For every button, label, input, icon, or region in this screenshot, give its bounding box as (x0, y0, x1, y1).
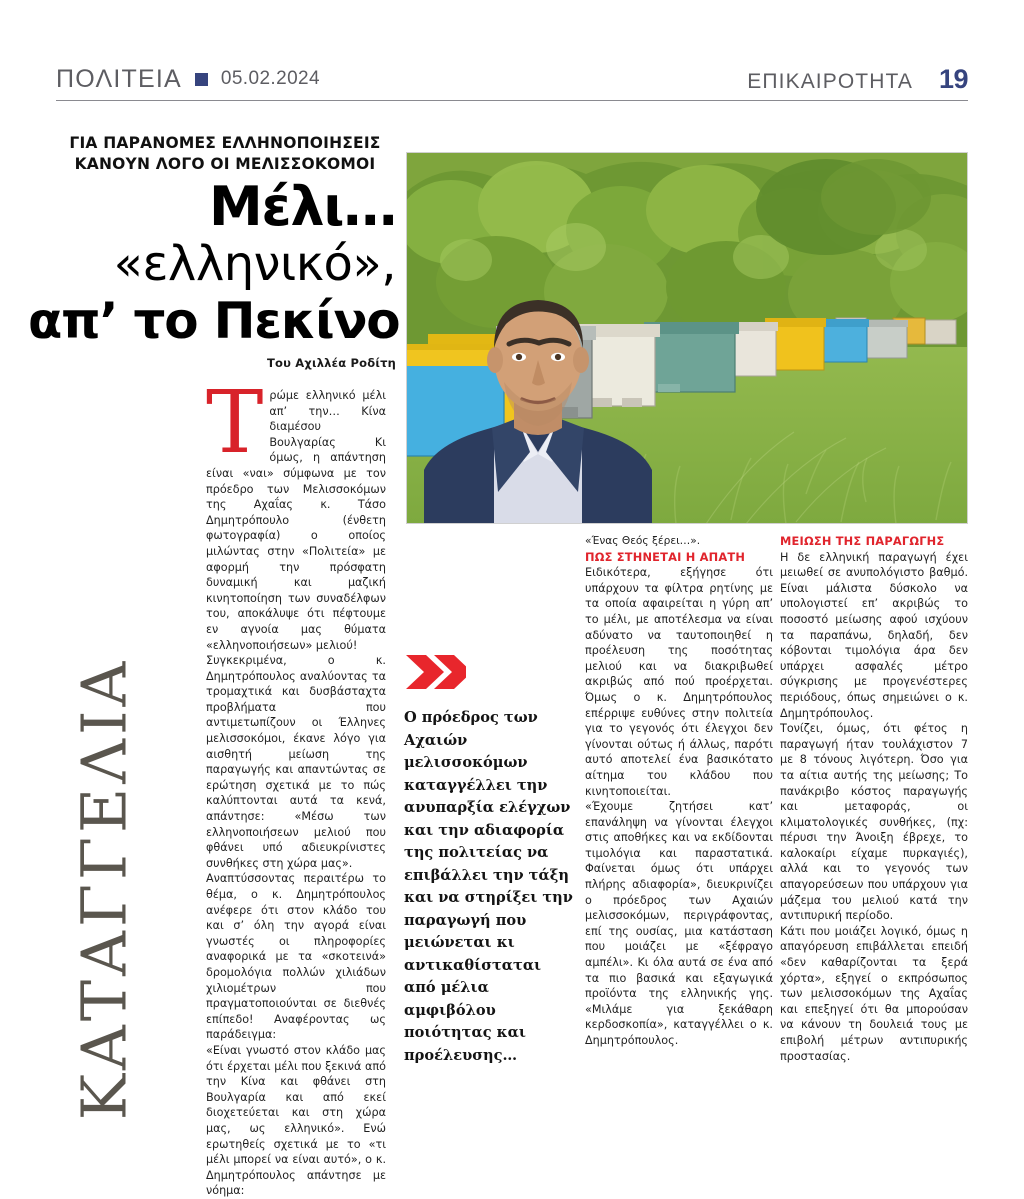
paragraph (206, 373, 386, 653)
headline-line-3: απ’ το Πεκίνο (28, 292, 400, 350)
masthead-row (56, 62, 968, 96)
issue-date: 05.02.2024 (220, 68, 320, 89)
double-chevron-right-icon (404, 655, 576, 693)
body-column-4 (780, 534, 968, 1064)
photo-caption: «Ένας Θεός ξέρει…». (585, 535, 701, 547)
masthead-left-group (56, 65, 320, 94)
paragraph: Τονίζει, όμως, ότι φέτος η παραγωγή ήταν τουλάχιστον 7 με 8 τόνους λιγότερη. Όσο για τα αίτια αυτής της μείωσης; Το πανάκριβο κόστος παραγωγής και μεταφοράς, οι κλιματολογικές συνθήκες, (πχ: πέρυσι την Άνοιξη έβρεχε, το καλοκαίρι είχαμε πυρκαγιές), αλλά και το γεγονός των απαγορεύσεων που υπάρχουν για μάζεμα του μελιού κατά την αντιπυρική περίοδο. (780, 722, 968, 923)
paragraph: «Έχουμε ζητήσει κατ’ επανάληψη να γίνονται έλεγχοι στις αποθήκες και να εκδίδονται τιμολόγια και παραστατικά. Φαίνεται όμως ότι υπάρχει πλήρης αδιαφορία», διευκρινίζει ο πρόεδρος των Αχαιών μελισσοκόμων, περιγράφοντας, επί της ουσίας, μια κατάσταση που μοιάζει με «ξέφραγο αμπέλι». Κι όλα αυτά σε ένα από τα πιο βασικά και εξαγωγικά προϊόντα της ελληνικής γης. «Μιλάμε για ξεκάθαρη κερδοσκοπία», καταγγέλλει ο κ. Δημητρόπουλος. (585, 800, 773, 1047)
drop-cap: Τ (206, 373, 264, 473)
square-bullet-icon (195, 73, 208, 86)
page-number: 19 (938, 63, 968, 94)
headline-line-1: Μέλι… (208, 175, 396, 238)
photo-illustration (406, 152, 968, 524)
masthead-divider (56, 100, 968, 101)
paragraph: Κάτι που μοιάζει λογικό, όμως η απαγόρευση επιβάλλεται επειδή «δεν καθαρίζονται τα ξερά χόρτα», εξηγεί ο εκπρόσωπος των μελισσοκόμων της Αχαΐας και επεξηγεί ότι θα μπορούσαν να κάνουν τη δουλειά τους με επιβολή μέτρων αντιπυρικής προστασίας. (780, 924, 968, 1063)
section-subheading: ΜΕΙΩΣΗ ΤΗΣ ΠΑΡΑΓΩΓΗΣ (780, 534, 945, 548)
paragraph: Αναπτύσσοντας περαιτέρω το θέμα, ο κ. Δημητρόπουλος ανέφερε ότι στον κλάδο του και σ’ όλη την αγορά είναι γνωστές οι πληροφορίες αναφορικά με τα «σκοτεινά» δρομολόγια πολλών χιλιάδων χιλιομέτρων που πραγματοποιούνται σε διεθνές επίπεδο! Αναφέροντας ως παράδειγμα: (206, 872, 386, 1042)
paragraph: Συγκεκριμένα, ο κ. Δημητρόπουλος αναλύοντας τα τρομαχτικά και δυσβάσταχτα προβλήματα που αντιμετωπίζουν οι Έλληνες μελισσοκόμοι, έκανε λόγο για αισθητή μείωση της παραγωγής και απαντώντας σε ερώτηση σχετικά με το πώς καλύπτονται αυτά τα κενά, απάντησε: «Μέσω των ελληνοποιήσεων μελιού που φθάνει υπό αδιευκρίνιστες συνθήκες στη χώρα μας». (206, 654, 386, 870)
pull-quote-text: Ο πρόεδρος των Αχαιών μελισσοκόμων καταγγέλλει την ανυπαρξία ελέγχων και την αδιαφορία της πολιτείας να επιβάλλει την τάξη και να στηρίξει την παραγωγή που μειώνεται κι αντικαθίσταται από μέλια αμφιβόλου ποιότητας και προέλευσης… (404, 709, 573, 1064)
body-column-3 (585, 534, 773, 1049)
section-name: ΕΠΙΚΑΙΡΟΤΗΤΑ (747, 69, 913, 93)
paragraph-text: ρώμε ελληνικό μέλι απ’ την… Κίνα διαμέσου Βουλγαρίας Κι όμως, η απάντηση είναι «ναι» σύμφωνα με τον πρόεδρο των Μελισσοκόμων της Αχαΐας κ. Τάσο Δημητρόπουλο (ένθετη φωτογραφία) ο οποίος μιλώντας στην «Πολιτεία» με αφορμή την πρόσφατη δυναμική και μαζική κινητοποίηση των συναδέλφων του, αποκάλυψε ότι πέφτουμε εν αγνοία μας θύματα «ελληνοποιήσεων» μελιού! (206, 389, 386, 652)
vertical-category-label (56, 390, 152, 1121)
article-photo (406, 152, 968, 524)
pull-quote (404, 655, 576, 1067)
paragraph: Η δε ελληνική παραγωγή έχει μειωθεί σε ανυπολόγιστο βαθμό. Είναι μάλιστα δύσκολο να υπολογιστεί επ’ ακριβώς το ποσοστό μείωσης αφού ισχύουν τα παραπάνω, δηλαδή, δεν κόβονται τιμολόγια άρα δεν υπάρχει ασφαλές μέτρο σύγκρισης με προγενέστερες περιόδους, όπως σημειώνει ο κ. Δημητρόπουλος. (780, 550, 968, 720)
body-column-1 (206, 373, 386, 1199)
byline: Του Αχιλλέα Ροδίτη (266, 356, 396, 370)
paragraph: Ειδικότερα, εξήγησε ότι υπάρχουν τα φίλτρα ρητίνης με τα οποία αφαιρείται η γύρη απ’ το μέλι, με αποτέλεσμα να είναι αδύνατο να ταυτοποιηθεί η προέλευση της ποσότητας μελιού και να διακριβωθεί ακριβώς από πού προέρχεται. Όμως ο κ. Δημητρόπουλος επέρριψε ευθύνες στην πολιτεία για το γεγονός ότι έλεγχοι δεν γίνονται ούτως ή άλλως, παρότι αυτό αποτελεί ένα βασικότατο αίτημα του κλάδου που κινητοποιείται. (585, 566, 773, 798)
publication-name: ΠΟΛΙΤΕΙΑ (56, 64, 182, 93)
headline-line-2: «ελληνικό», (113, 236, 396, 292)
masthead-right-group (747, 64, 968, 95)
masthead (56, 62, 968, 106)
section-subheading: ΠΩΣ ΣΤΗΝΕΤΑΙ Η ΑΠΑΤΗ (585, 549, 746, 564)
article-kicker: ΓΙΑ ΠΑΡΑΝΟΜΕΣ ΕΛΛΗΝΟΠΟΙΗΣΕΙΣ ΚΑΝΟΥΝ ΛΟΓΟ ΟΙ ΜΕΛΙΣΣΟΚΟΜΟΙ (69, 134, 381, 173)
page-title (28, 175, 400, 350)
vertical-category-label-text: ΚΑΤΑΓΓΕΛΙΑ (67, 657, 140, 1121)
paragraph: «Είναι γνωστό στον κλάδο μας ότι έρχεται μέλι που ξεκινά από την Κίνα και φθάνει στη Βουλγαρία και από εκεί διοχετεύεται και στη χώρα μας, ως ελληνικό». Ενώ ερωτηθείς σχετικά με το «τι μέλι μπορεί να είναι αυτό», ο κ. Δημητρόπουλος απάντησε με νόημα: (206, 1043, 386, 1198)
